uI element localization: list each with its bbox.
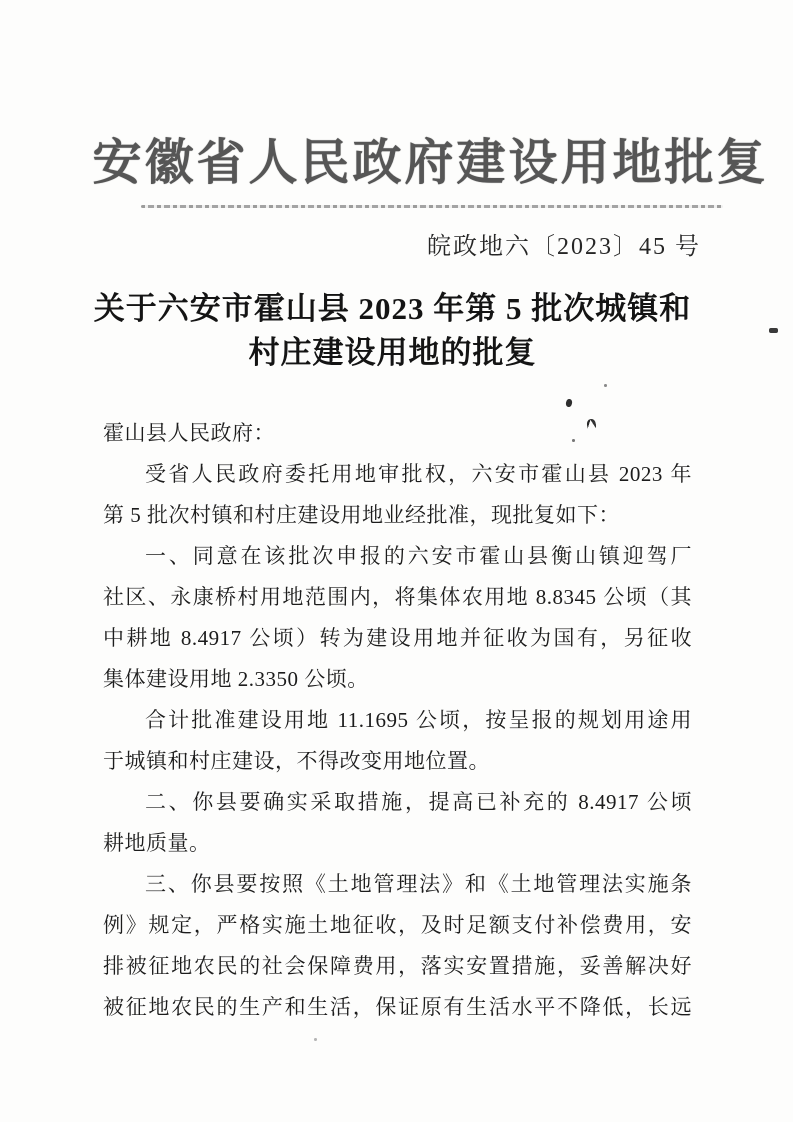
body-line: 二、你县要确实采取措施，提高已补充的 8.4917 公顷	[145, 790, 692, 814]
document-masthead: 安徽省人民政府建设用地批复	[92, 135, 769, 190]
document-title	[0, 287, 785, 375]
body-line: 社区、永康桥村用地范围内，将集体农用地 8.8345 公顷（其	[103, 585, 692, 609]
body-line: 耕地质量。	[103, 831, 211, 855]
document-title-line-2: 村庄建设用地的批复	[248, 335, 537, 370]
document-body	[103, 413, 692, 1028]
body-line: 例》规定，严格实施土地征收，及时足额支付补偿费用，安	[103, 913, 692, 937]
body-line: 三、你县要按照《土地管理法》和《土地管理法实施条	[145, 872, 692, 896]
body-line: 受省人民政府委托用地审批权，六安市霍山县 2023 年	[145, 462, 692, 486]
masthead-divider-line	[141, 205, 723, 208]
ink-speck	[565, 398, 573, 407]
body-line: 一、同意在该批次申报的六安市霍山县衡山镇迎驾厂	[145, 544, 692, 568]
ink-speck	[314, 1038, 317, 1041]
body-line: 中耕地 8.4917 公顷）转为建设用地并征收为国有，另征收	[103, 626, 692, 650]
body-line: 集体建设用地 2.3350 公顷。	[103, 667, 369, 691]
body-line: 排被征地农民的社会保障费用，落实安置措施，妥善解决好	[103, 954, 692, 978]
body-line: 于城镇和村庄建设，不得改变用地位置。	[103, 749, 490, 773]
body-line: 被征地农民的生产和生活，保证原有生活水平不降低，长远	[103, 995, 692, 1019]
document-number: 皖政地六〔2023〕45 号	[427, 234, 701, 260]
body-line: 第 5 批次村镇和村庄建设用地业经批准，现批复如下：	[103, 503, 620, 527]
document-title-line-1: 关于六安市霍山县 2023 年第 5 批次城镇和	[93, 291, 692, 326]
ink-speck	[572, 439, 575, 442]
ink-speck	[604, 384, 607, 387]
body-line: 合计批准建设用地 11.1695 公顷，按呈报的规划用途用	[145, 708, 692, 732]
body-line-salutation: 霍山县人民政府：	[103, 421, 275, 445]
ink-speck	[769, 328, 778, 333]
